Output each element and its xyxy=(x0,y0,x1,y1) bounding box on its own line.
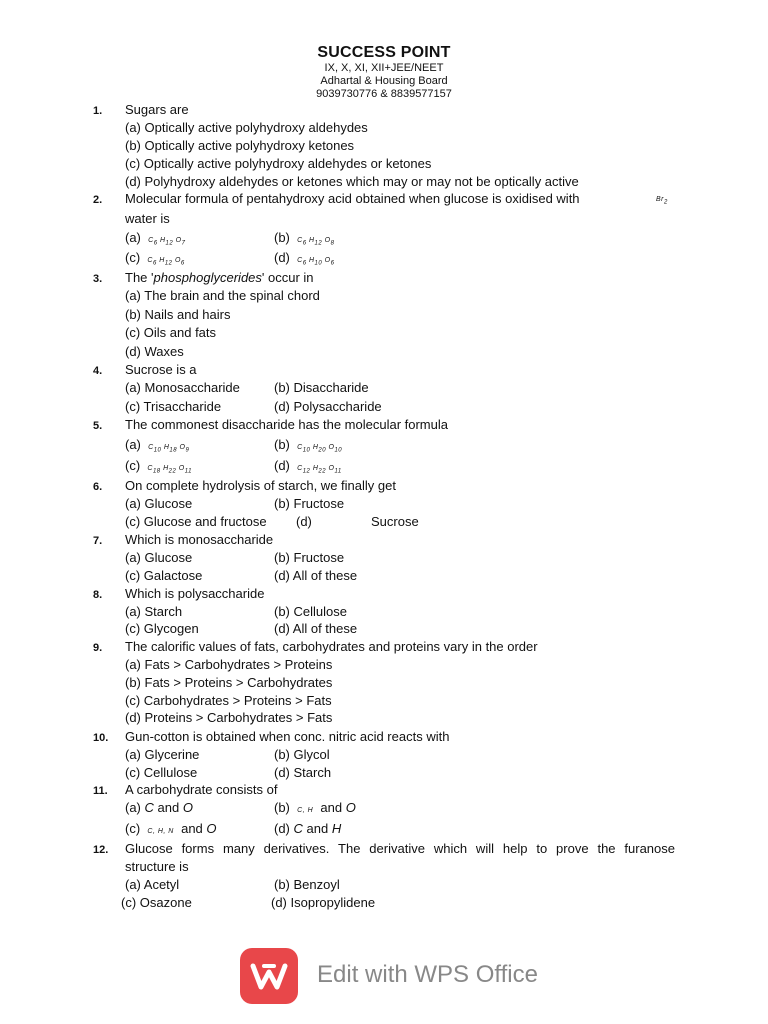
question-number: 12. xyxy=(93,844,109,856)
question-number: 11. xyxy=(93,785,108,797)
question-text: The calorific values of fats, carbohydrates and proteins vary in the order xyxy=(125,639,538,654)
option-d: (d) Polyhydroxy aldehydes or ketones which may or may not be optically active xyxy=(125,174,579,189)
option-d: (d) Proteins > Carbohydrates > Fats xyxy=(125,710,333,725)
option-b: (b) Optically active polyhydroxy ketones xyxy=(125,138,355,153)
question-number: 3. xyxy=(93,273,103,285)
question-text: Which is polysaccharide xyxy=(125,586,265,601)
option-b: (b) Benzoyl xyxy=(274,877,340,892)
option-d: (d) Starch xyxy=(274,765,332,780)
option-d: (d) Waxes xyxy=(125,344,184,359)
question-text: Sucrose is a xyxy=(125,362,197,377)
reagent-formula: $Br_2$ xyxy=(656,196,668,206)
question-text: The 'phosphoglycerides' occur in xyxy=(125,270,314,285)
question-number: 9. xyxy=(93,642,103,654)
document-header xyxy=(0,43,768,101)
option-c: (c) Trisaccharide xyxy=(125,399,222,414)
option-b: (b) Fats > Proteins > Carbohydrates xyxy=(125,675,333,690)
option-c: (c) Carbohydrates > Proteins > Fats xyxy=(125,693,332,708)
option-d: (d) $C_{12}$ $H_{22}$ $O_{11}$ xyxy=(274,458,342,475)
option-b: (b) Disaccharide xyxy=(274,380,369,395)
option-a: (a) Optically active polyhydroxy aldehydes xyxy=(125,120,368,135)
option-b: (b) $C_6$ $H_{12}$ $O_8$ xyxy=(274,230,335,247)
option-a: (a) Monosaccharide xyxy=(125,380,240,395)
wps-logo-icon xyxy=(240,948,298,1004)
question-number: 6. xyxy=(93,481,103,493)
option-b: (b) Cellulose xyxy=(274,604,347,619)
question-text-continued: structure is xyxy=(125,859,189,874)
option-a: (a) Fats > Carbohydrates > Proteins xyxy=(125,657,333,672)
option-c: (c) Oils and fats xyxy=(125,325,217,340)
question-number: 10. xyxy=(93,732,109,744)
question-text: Which is monosaccharide xyxy=(125,532,274,547)
option-c: (c) Glucose and fructose xyxy=(125,514,267,529)
question-text: Sugars are xyxy=(125,102,189,117)
option-d: (d) xyxy=(296,514,312,529)
option-b: (b) C, H and O xyxy=(274,800,356,815)
classes-line: IX, X, XI, XII+JEE/NEET xyxy=(324,62,444,74)
question-text: Glucose forms many derivatives. The derivative which will help to prove the furanose xyxy=(125,841,675,856)
option-d: (d) Polysaccharide xyxy=(274,399,382,414)
institute-title: SUCCESS POINT xyxy=(317,44,451,61)
option-d: (d) C and H xyxy=(274,821,342,836)
question-text: Molecular formula of pentahydroxy acid obtained when glucose is oxidised with xyxy=(125,191,580,206)
option-d: (d) All of these xyxy=(274,568,358,583)
option-c: (c) $C_{18}$ $H_{22}$ $O_{11}$ xyxy=(125,458,192,475)
option-a: (a) C and O xyxy=(125,800,193,815)
option-c: (c) Galactose xyxy=(125,568,203,583)
question-text: The commonest disaccharide has the molecular formula xyxy=(125,417,448,432)
question-number: 2. xyxy=(93,194,103,206)
option-c: (c) Cellulose xyxy=(125,765,198,780)
option-b: (b) Nails and hairs xyxy=(125,307,231,322)
address-line: Adhartal & Housing Board xyxy=(320,75,448,87)
option-a: (a) $C_6$ $H_{12}$ $O_7$ xyxy=(125,230,186,247)
question-number: 7. xyxy=(93,535,103,547)
question-number: 5. xyxy=(93,420,103,432)
option-c: (c) C, H, N and O xyxy=(125,821,217,836)
option-b: (b) Glycol xyxy=(274,747,330,762)
option-a: (a) Glucose xyxy=(125,550,193,565)
option-c: (c) Osazone xyxy=(121,895,192,910)
option-b: (b) $C_{10}$ $H_{20}$ $O_{10}$ xyxy=(274,437,343,454)
wps-watermark-text: Edit with WPS Office xyxy=(317,961,538,988)
option-b: (b) Fructose xyxy=(274,496,345,511)
option-c: (c) $C_6$ $H_{12}$ $O_6$ xyxy=(125,250,185,267)
option-d: (d) $C_6$ $H_{10}$ $O_6$ xyxy=(274,250,335,267)
phone-line: 9039730776 & 8839577157 xyxy=(316,88,452,100)
question-text: On complete hydrolysis of starch, we finally get xyxy=(125,478,396,493)
option-c: (c) Glycogen xyxy=(125,621,199,636)
option-a: (a) Acetyl xyxy=(125,877,180,892)
question-number: 8. xyxy=(93,589,103,601)
option-d: (d) All of these xyxy=(274,621,358,636)
option-a: (a) $C_{10}$ $H_{18}$ $O_9$ xyxy=(125,437,190,454)
question-text-continued: water is xyxy=(125,211,170,226)
question-number: 1. xyxy=(93,105,103,117)
question-text: Gun-cotton is obtained when conc. nitric acid reacts with xyxy=(125,729,450,744)
option-b: (b) Fructose xyxy=(274,550,345,565)
option-a: (a) Starch xyxy=(125,604,183,619)
option-a: (a) Glucose xyxy=(125,496,193,511)
question-number: 4. xyxy=(93,365,103,377)
option-a: (a) The brain and the spinal chord xyxy=(125,288,320,303)
question-text: A carbohydrate consists of xyxy=(125,782,278,797)
option-d: (d) Isopropylidene xyxy=(271,895,376,910)
option-d-text: Sucrose xyxy=(371,514,419,529)
option-c: (c) Optically active polyhydroxy aldehydes or ketones xyxy=(125,156,432,171)
option-a: (a) Glycerine xyxy=(125,747,200,762)
